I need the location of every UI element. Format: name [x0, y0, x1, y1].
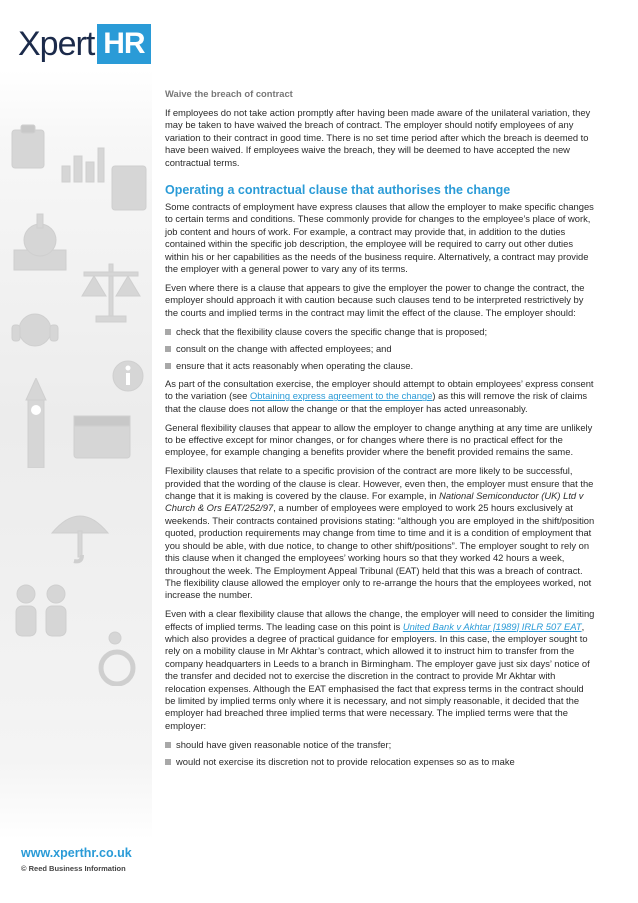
clause-paragraph-5	[165, 465, 595, 601]
website-link[interactable]: www.xperthr.co.uk	[21, 846, 132, 860]
logo-accent: HR	[97, 24, 150, 64]
calendar-icon	[72, 410, 132, 460]
bar-chart-icon	[60, 144, 106, 184]
capitol-icon	[10, 210, 70, 272]
clause-paragraph-1: Some contracts of employment have express clauses that allow the employer to make specific changes to certain terms and conditions. These commonly provide for changes to the employee’s place of work, job content and hours of work. For example, a contract may provide that, in addition to the duties contained within the specific job description, the employee will be required to carry out other duties within his or her capabilities as the needs of the business require. Alternatively, a contract may provide the employer with a general power to vary any of its terms.	[165, 200, 594, 274]
list-item-text: should have given reasonable notice of the transfer;	[176, 738, 392, 750]
people-icon	[8, 580, 78, 640]
info-icon	[112, 360, 144, 392]
list-item	[165, 756, 595, 768]
list-item	[165, 360, 595, 372]
main-content	[165, 88, 595, 774]
waive-paragraph: If employees do not take action promptly after having been made aware of the unilateral variation, they may be taken to have waived the breach of contract. The employer should notify employees of any variation to their contract in good time. There is no set time period after which the breach is deemed to have been waived. If employees waive the breach, they will be deemed to have accepted the new contractual terms.	[165, 106, 591, 168]
paragraph-text: , a number of employees were employed to work 25 hours exclusively at weekends. Their contracts contained provisions stating: “although you are employed in the shift/position quoted, production requirements may change from time to time and it is a condition of employment that you should be able, with due notice, to change to other shift/positions”. The employer sought to rely on this clause when it changed the employees’ working hours so that they worked 42 hours a week, throughout the week. The Employment Appeal Tribunal (EAT) held that this was a breach of contract. The flexibility clause allowed the employer only to re-arrange the hours that the employees worked, not increase the number.	[165, 502, 595, 601]
list-item-text: consult on the change with affected employees; and	[176, 343, 392, 354]
list-item	[165, 326, 595, 338]
list-item	[165, 739, 595, 751]
bullet-square-icon	[165, 346, 171, 352]
copyright-text: © Reed Business Information	[21, 864, 126, 873]
xperthr-logo[interactable]	[18, 24, 151, 64]
case-citation: National Semiconductor (UK) Ltd v Church & Ors EAT/252/97	[165, 490, 584, 514]
bullet-square-icon	[165, 363, 171, 369]
list-item-text: check that the flexibility clause covers the specific change that is proposed;	[176, 325, 488, 337]
sidebar	[0, 0, 152, 903]
section-heading: Operating a contractual clause that authorises the change	[165, 182, 511, 197]
logo-text: Xpert	[18, 25, 95, 63]
waive-heading: Waive the breach of contract	[165, 88, 293, 99]
clause-paragraph-6	[165, 608, 595, 732]
clause-paragraph-4: General flexibility clauses that appear to allow the employer to change anything at any time are unlikely to be effective except for minor changes, or for changes where there is no practical effect for the employee, for example changing a benefits provider where the benefit provided remains the same.	[165, 421, 593, 458]
wheelchair-icon	[95, 630, 145, 686]
bullet-square-icon	[165, 742, 171, 748]
bullet-square-icon	[165, 759, 171, 765]
headset-icon	[10, 305, 60, 355]
paragraph-text: ) as this will remove the risk of claims that the clause does not allow the change or that the employer has acted unreasonably.	[165, 390, 588, 414]
paragraph-text: As part of the consultation exercise, the employer should attempt to obtain employees’ express consent to the variation (see	[165, 377, 594, 402]
calculator-icon	[110, 164, 148, 212]
clause-paragraph-2: Even where there is a clause that appears to give the employer the power to change the contract, the employer should approach it with caution because such clauses tend to be interpreted restrictively by the courts and implied terms in the contract may limit the effect of the clause. The employer should:	[165, 281, 585, 318]
bullet-square-icon	[165, 329, 171, 335]
paragraph-text: Flexibility clauses that relate to a specific provision of the contract are more likely to be successful, provided that the wording of the clause is clear. However, even then, the employer must ensure that the change that it is making is covered by the clause. For example, in	[165, 465, 594, 502]
list-item-text: ensure that it acts reasonably when operating the clause.	[176, 360, 414, 372]
clipboard-icon	[8, 124, 48, 170]
list-item-text: would not exercise its discretion not to provide relocation expenses so as to make	[176, 756, 515, 768]
united-bank-case-link[interactable]: United Bank v Akhtar [1989] IRLR 507 EAT	[402, 620, 582, 632]
express-agreement-link[interactable]: Obtaining express agreement to the change	[249, 390, 433, 402]
paragraph-text: , which also provides a degree of practical guidance for employers. In this case, the employer sought to rely on a mobility clause in Mr Akhtar’s contract, which allowed it to instruct him to transfer from the company headquarters in Leeds to a branch in Birmingham. The employer gave just six days’ notice of the transfer and decided not to exercise the discretion in the contract to provide Mr Akhtar with relocation expenses. Although the EAT emphasised the fact that express terms in the contract should be limited by implied terms only where it is necessary, and not simply reasonable, it decided that the employer had breached three implied terms that were necessary. The implied terms were that the employer:	[165, 620, 590, 731]
list-item	[165, 343, 595, 355]
paragraph-text: Even with a clear flexibility clause that allows the change, the employer will need to consider the limiting effects of implied terms. The leading case on this point is	[165, 608, 595, 632]
scales-icon	[78, 260, 144, 324]
clause-paragraph-3	[165, 378, 595, 415]
umbrella-icon	[50, 505, 110, 565]
big-ben-icon	[22, 378, 50, 468]
sidebar-icon-collage	[0, 110, 152, 870]
